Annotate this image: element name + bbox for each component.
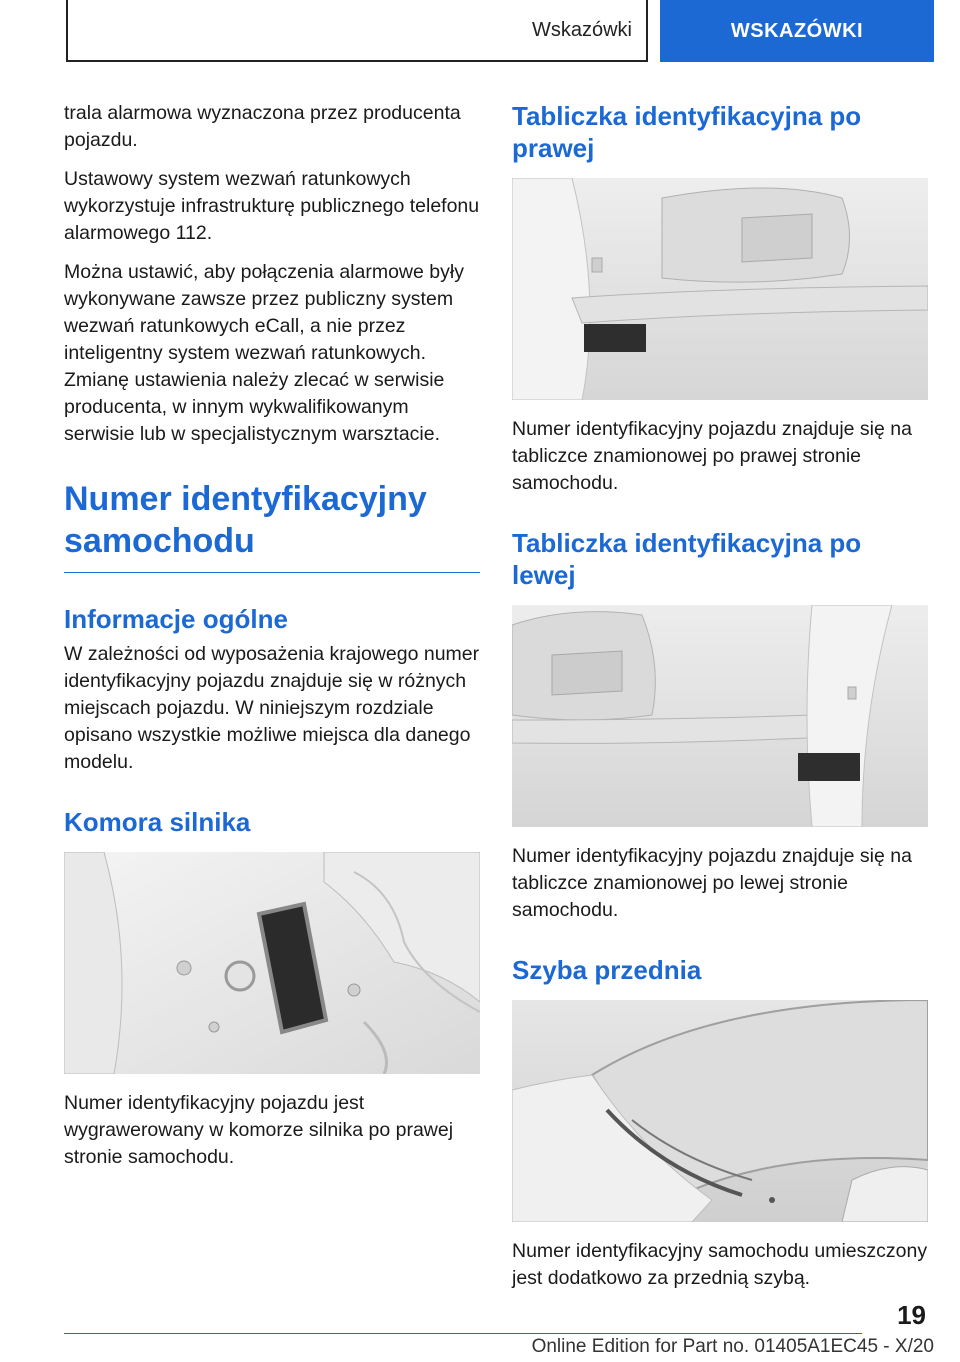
heading-windshield: Szyba przednia (512, 955, 702, 985)
page-header (66, 0, 934, 64)
paragraph-plate-right: Numer identyfikacyjny pojazdu znajduje się na tabliczce znamionowej po prawej stronie samochodu. (512, 418, 912, 494)
paragraph-engine-compartment: Numer identyfikacyjny pojazdu jest wygrawerowany w komorze silnika po prawej stronie samochodu. (64, 1092, 454, 1168)
heading-engine-compartment: Komora silnika (64, 807, 251, 837)
paragraph-ecall-manufacturer: trala alarmowa wyznaczona przez producenta pojazdu. (64, 102, 461, 151)
footer-divider (64, 1333, 862, 1334)
chapter-heading-vin: Numer identyfikacyjny samochodu (64, 478, 480, 573)
chapter-tab: WSKAZÓWKI (660, 0, 934, 62)
heading-general-info: Informacje ogólne (64, 604, 288, 634)
windshield-illustration (512, 1000, 928, 1222)
engine-compartment-illustration (64, 852, 480, 1074)
paragraph-general-info: W zależności od wyposażenia krajowego numer identyfikacyjny pojazdu znajduje się w różnych miejscach pojazdu. W niniejszym rozdziale opisano wszystkie możliwe miejsca dla danego modelu. (64, 643, 480, 773)
paragraph-windshield: Numer identyfikacyjny samochodu umieszczony jest dodatkowo za przednią szybą. (512, 1240, 928, 1289)
paragraph-plate-left: Numer identyfikacyjny pojazdu znajduje się na tabliczce znamionowej po lewej stronie samochodu. (512, 845, 912, 921)
heading-plate-right: Tabliczka identyfikacyjna po prawej (512, 101, 862, 163)
plate-right-illustration (512, 178, 928, 400)
section-title: Wskazówki (66, 0, 648, 62)
paragraph-ecall-settings: Można ustawić, aby połączenia alarmowe były wykonywane zawsze przez publiczny system wezwań ratunkowych eCall, a nie przez inteligentny system wezwań ratunkowych. Zmianę ustawienia należy zlecać w serwisie producenta, w innym wykwalifikowanym serwisie lub w specjalistycznym warsztacie. (64, 261, 464, 445)
page-number: 19 (897, 1300, 926, 1330)
plate-left-illustration (512, 605, 928, 827)
heading-plate-left: Tabliczka identyfikacyjna po lewej (512, 528, 862, 590)
edition-footer: Online Edition for Part no. 01405A1EC45 - X/20 (531, 1336, 934, 1357)
paragraph-ecall-112: Ustawowy system wezwań ratunkowych wykorzystuje infrastrukturę publicznego telefonu alarmowego 112. (64, 168, 480, 244)
left-column (64, 100, 480, 1183)
right-column (512, 100, 928, 1304)
